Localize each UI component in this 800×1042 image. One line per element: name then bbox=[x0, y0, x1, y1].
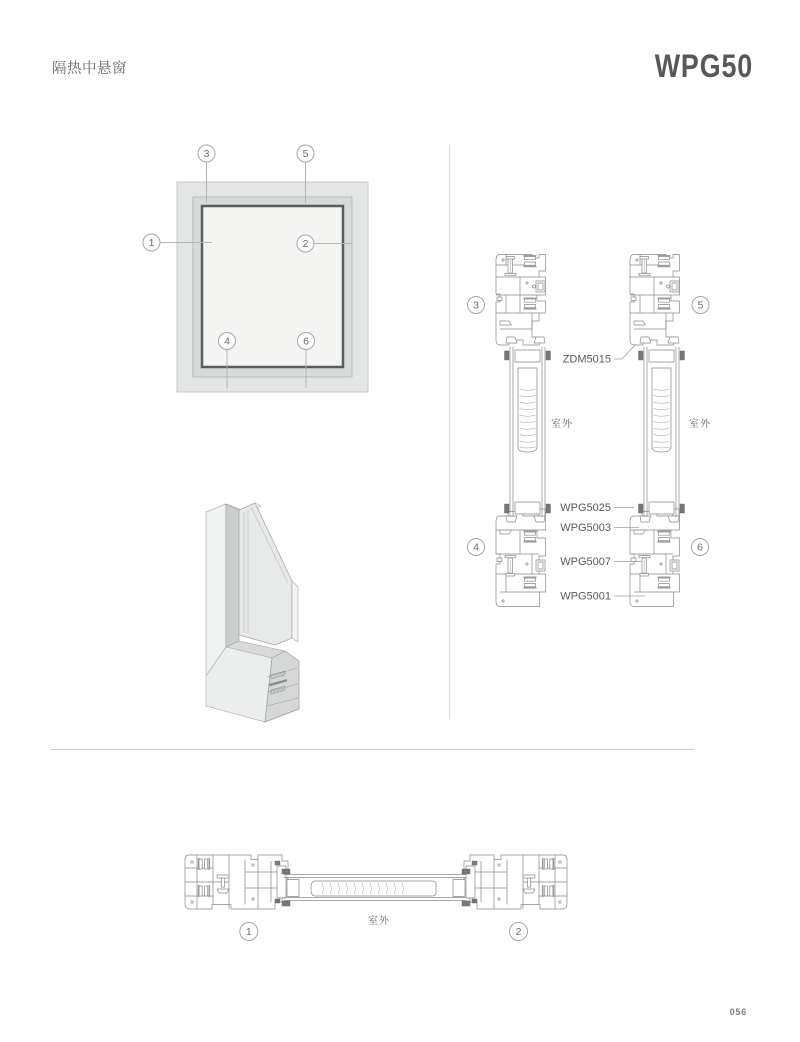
right-glazing-unit bbox=[639, 347, 685, 517]
callout-number: 4 bbox=[224, 335, 230, 348]
elevation-callout-2 bbox=[297, 235, 314, 252]
elevation-callout-3 bbox=[198, 145, 215, 162]
elevation-callout-1 bbox=[143, 234, 160, 251]
part-label-wpg5025: WPG5025 bbox=[560, 502, 611, 514]
callout-number: 5 bbox=[697, 299, 704, 312]
outdoor-label-left: 室外 bbox=[551, 419, 573, 430]
callout-number: 3 bbox=[203, 148, 210, 160]
section-callout-5 bbox=[692, 297, 709, 314]
jamb-front-face bbox=[206, 504, 226, 676]
horizontal-section-diagram bbox=[170, 845, 590, 945]
callout-number: 4 bbox=[473, 541, 479, 554]
outdoor-label-right: 室外 bbox=[689, 419, 711, 430]
horizontal-glazing-unit bbox=[282, 869, 470, 906]
section-callout-6 bbox=[692, 539, 709, 556]
callout-number: 2 bbox=[302, 238, 309, 250]
profile-3d-render bbox=[195, 495, 310, 725]
section-callout-2 bbox=[510, 923, 528, 941]
left-glazing-unit bbox=[505, 347, 551, 517]
left-head-section bbox=[496, 255, 546, 346]
callout-number: 5 bbox=[302, 148, 309, 160]
callout-number: 2 bbox=[515, 926, 522, 938]
part-label-wpg5007: WPG5007 bbox=[560, 556, 611, 568]
page-title: 隔热中悬窗 bbox=[52, 61, 127, 77]
right-head-section bbox=[630, 255, 680, 346]
section-callout-4 bbox=[468, 539, 485, 556]
part-label-wpg5001: WPG5001 bbox=[560, 590, 611, 603]
part-label-wpg5003: WPG5003 bbox=[560, 522, 611, 534]
part-label-zdm5015: ZDM5015 bbox=[562, 353, 611, 366]
outdoor-label-bottom: 室外 bbox=[368, 916, 390, 927]
horizontal-divider bbox=[51, 749, 694, 750]
jamb-inner-face bbox=[226, 504, 239, 647]
vertical-sections-diagram bbox=[450, 240, 770, 620]
glass-front-face bbox=[239, 503, 292, 645]
elevation-callout-5 bbox=[297, 145, 314, 162]
right-sill-section bbox=[630, 509, 680, 607]
elevation-diagram bbox=[140, 138, 380, 400]
elevation-callout-4 bbox=[219, 333, 236, 350]
callout-number: 1 bbox=[245, 926, 252, 938]
callout-number: 6 bbox=[303, 335, 309, 348]
right-jamb-section bbox=[464, 855, 567, 909]
left-jamb-section bbox=[185, 855, 288, 909]
elevation-callout-6 bbox=[298, 333, 315, 350]
section-callout-1 bbox=[240, 923, 258, 941]
product-code: WPG50 bbox=[654, 48, 753, 84]
section-callout-3 bbox=[468, 297, 485, 314]
callout-number: 3 bbox=[473, 299, 479, 312]
left-sill-section bbox=[496, 509, 546, 607]
leader-zdm5015 bbox=[614, 344, 636, 359]
callout-number: 1 bbox=[148, 237, 155, 249]
page-number: 056 bbox=[729, 1007, 747, 1017]
glass-right-edge bbox=[292, 581, 298, 642]
callout-number: 6 bbox=[697, 541, 703, 554]
